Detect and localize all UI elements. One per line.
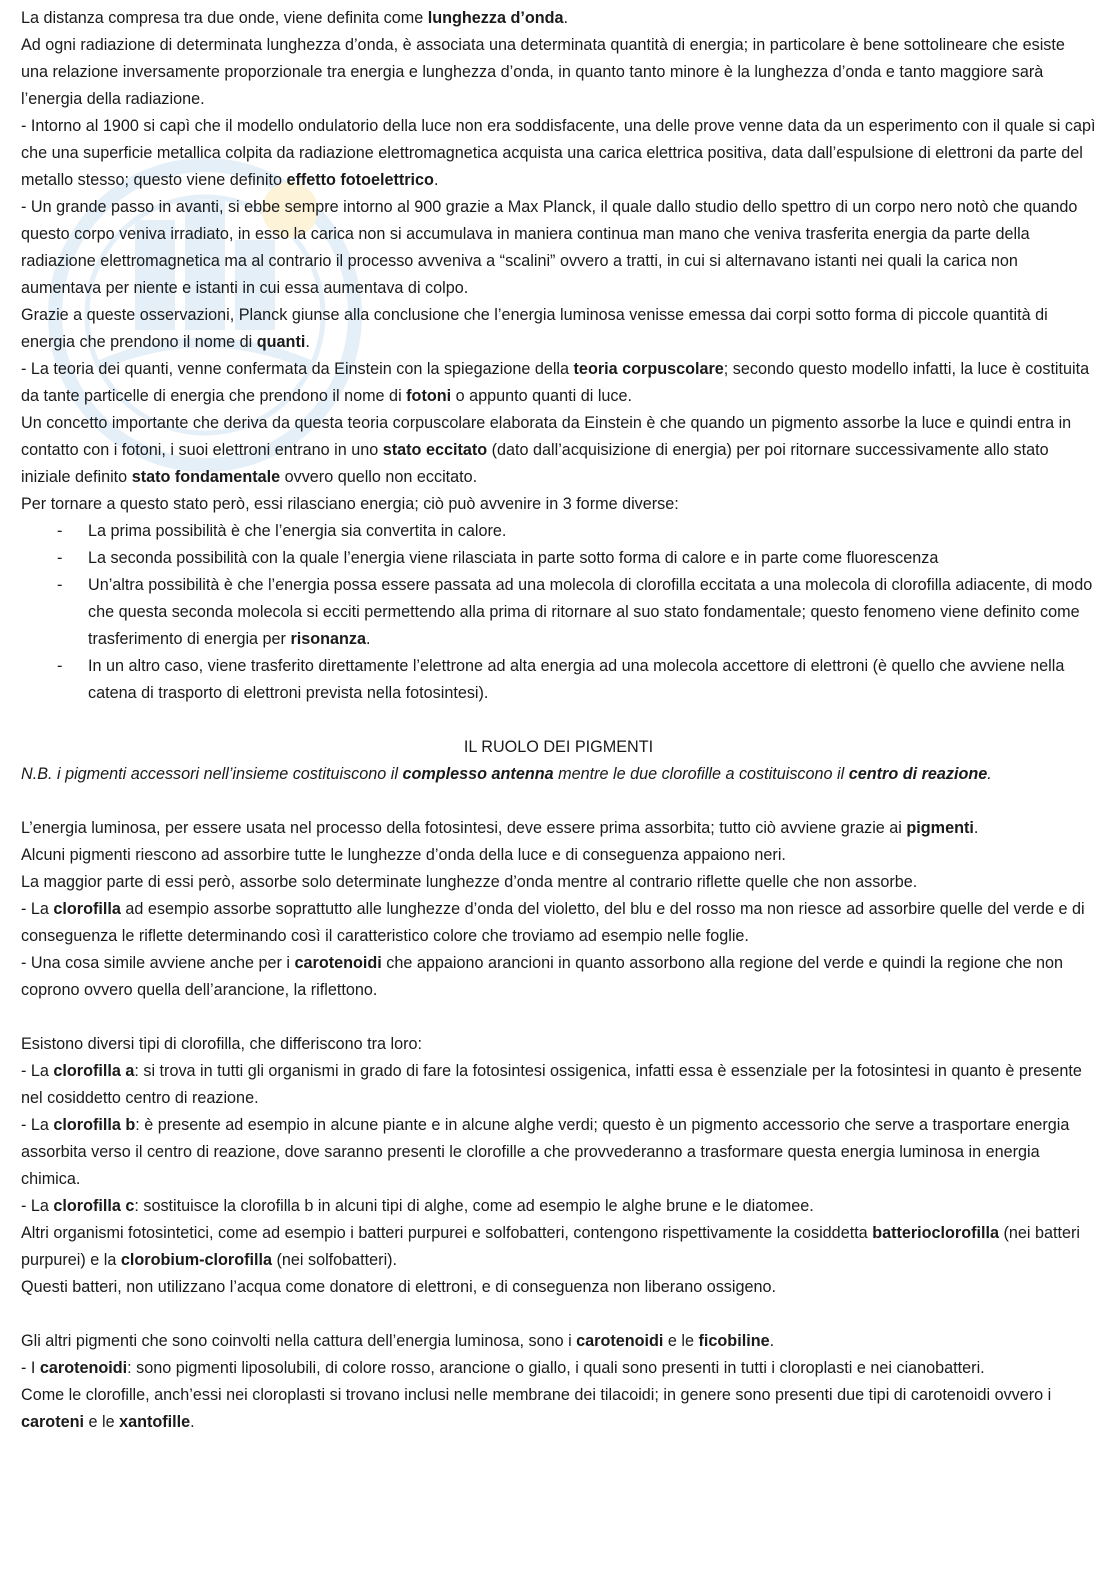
energy-release-list [21,518,1096,707]
term-caroteni: caroteni [21,1413,84,1431]
spacer [21,1004,1096,1031]
spacer [21,788,1096,815]
paragraph-no-oxygen: Questi batteri, non utilizzano l’acqua come donatore di elettroni, e di conseguenza non liberano ossigeno. [21,1278,777,1296]
note-paragraph: N.B. i pigmenti accessori nell’insieme costituiscono il complesso antenna mentre le due clorofille a costituiscono il centro di reazione. [21,765,992,783]
paragraph-chlorophyll-color: - La clorofilla ad esempio assorbe soprattutto alle lunghezze d’onda del violetto, del blu e del rosso ma non riesce ad assorbire quelle del verde e di conseguenza le riflette determinando così il caratteristico colore che troviamo ad esempio nelle foglie. [21,900,1085,945]
paragraph-quanti: Grazie a queste osservazioni, Planck giunse alla conclusione che l’energia luminosa venisse emessa dai corpi sotto forma di piccole quantità di energia che prendono il nome di quanti. [21,306,1048,351]
paragraph-bacteria-chlorophyll: Altri organismi fotosintetici, come ad esempio i batteri purpurei e solfobatteri, contengono rispettivamente la cosiddetta batterioclorofilla (nei batteri purpurei) e la clorobium-clorofilla (nei solfobatteri). [21,1224,1080,1269]
term-xantofille: xantofille [119,1413,191,1431]
term-clorofilla-b: clorofilla b [53,1116,136,1134]
paragraph-pigments-intro: L’energia luminosa, per essere usata nel processo della fotosintesi, deve essere prima assorbita; tutto ciò avviene grazie ai pigmenti. [21,819,979,837]
term-clorofilla-c: clorofilla c [53,1197,135,1215]
paragraph-chlorophyll-types: Esistono diversi tipi di clorofilla, che differiscono tra loro: [21,1035,422,1053]
paragraph-photoelectric: - Intorno al 1900 si capì che il modello ondulatorio della luce non era soddisfacente, una delle prove venne data da un esperimento con il quale si capì che una superficie metallica colpita da radiazione elettromagnetica acquista una carica elettrica positiva, data dall’espulsione di elettroni da parte del metallo stesso; questo viene definito effetto fotoelettrico. [21,117,1096,189]
paragraph-chlorophyll-b: - La clorofilla b: è presente ad esempio in alcune piante e in alcune alghe verdi; questo è un pigmento accessorio che serve a trasportare energia assorbita verso il centro di reazione, dove saranno presenti le clorofille a che provvederanno a trasformare questa energia luminosa in energia chimica. [21,1116,1070,1188]
term-effetto-fotoelettrico: effetto fotoelettrico [286,171,434,189]
term-carotenoidi: carotenoidi [39,1359,128,1377]
term-batterioclorofilla: batterioclorofilla [872,1224,1000,1242]
term-teoria-corpuscolare: teoria corpuscolare [573,360,724,378]
term-centro-di-reazione: centro di reazione [848,765,988,783]
paragraph-planck: - Un grande passo in avanti, si ebbe sempre intorno al 900 grazie a Max Planck, il quale dallo studio dello spettro di un corpo nero notò che quando questo corpo veniva irradiato, in esso la carica non si accumulava in maniera continua man mano che veniva trasferita energia da parte della radiazione elettromagnetica ma al contrario il processo avveniva a “scalini” ovvero a tratti, in cui si alternavano istanti nei quali la carica non aumentava per niente e istanti in cui essa aumentava di colpo. [21,198,1078,297]
paragraph-chlorophyll-c: - La clorofilla c: sostituisce la clorofilla b in alcuni tipi di alghe, come ad esempio le alghe brune e le diatomee. [21,1197,814,1215]
paragraph-carotenoid-types: Come le clorofille, anch’essi nei cloroplasti si trovano inclusi nelle membrane dei tilacoidi; in genere sono presenti due tipi di carotenoidi ovvero i caroteni e le xantofille. [21,1386,1052,1431]
term-pigmenti: pigmenti [906,819,974,837]
term-clorofilla-a: clorofilla a [53,1062,135,1080]
paragraph-excited-state: Un concetto importante che deriva da questa teoria corpuscolare elaborata da Einstein è che quando un pigmento assorbe la luce e quindi entra in contatto con i fotoni, i suoi elettroni entrano in uno stato eccitato (dato dall’acquisizione di energia) per poi ritornare successivamente allo stato iniziale definito stato fondamentale ovvero quello non eccitato. [21,414,1072,486]
paragraph-black-pigments: Alcuni pigmenti riescono ad assorbire tutte le lunghezze d’onda della luce e di conseguenza appaiono neri. [21,846,786,864]
spacer [21,1301,1096,1328]
paragraph-selective-absorption: La maggior parte di essi però, assorbe solo determinate lunghezze d’onda mentre al contrario riflette quelle che non assorbe. [21,873,918,891]
paragraph-energy-relation: Ad ogni radiazione di determinata lunghezza d’onda, è associata una determinata quantità di energia; in particolare è bene sottolineare che esiste una relazione inversamente proporzionale tra energia e lunghezza d’onda, in quanto tanto minore è la lunghezza d’onda e tanto maggiore sarà l’energia della radiazione. [21,36,1065,108]
list-item: - La seconda possibilità con la quale l’energia viene rilasciata in parte sotto forma di calore e in parte come fluorescenza [21,545,1096,572]
document-page [21,5,1096,1436]
term-fotoni: fotoni [406,387,452,405]
term-complesso-antenna: complesso antenna [402,765,554,783]
term-quanti: quanti [256,333,306,351]
term-stato-eccitato: stato eccitato [382,441,488,459]
section-title: IL RUOLO DEI PIGMENTI [463,738,654,756]
term-ficobiline: ficobiline [698,1332,770,1350]
paragraph-wavelength: La distanza compresa tra due onde, viene definita come lunghezza d’onda. [21,9,569,27]
term-stato-fondamentale: stato fondamentale [131,468,281,486]
list-item: - Un’altra possibilità è che l’energia possa essere passata ad una molecola di clorofilla eccitata a una molecola di clorofilla adiacente, di modo che questa seconda molecola si ecciti permettendo alla prima di ritornare al suo stato fondamentale; questo fenomeno viene definito come trasferimento di energia per risonanza. [21,572,1096,653]
term-clorobium-clorofilla: clorobium-clorofilla [120,1251,272,1269]
paragraph-release-intro: Per tornare a questo stato però, essi rilasciano energia; ciò può avvenire in 3 forme diverse: [21,495,679,513]
paragraph-einstein: - La teoria dei quanti, venne confermata da Einstein con la spiegazione della teoria corpuscolare; secondo questo modello infatti, la luce è costituita da tante particelle di energia che prendono il nome di fotoni o appunto quanti di luce. [21,360,1090,405]
paragraph-carotenoids-def: - I carotenoidi: sono pigmenti liposolubili, di colore rosso, arancione o giallo, i quali sono presenti in tutti i cloroplasti e nei cianobatteri. [21,1359,985,1377]
term-risonanza: risonanza [290,630,367,648]
term-clorofilla: clorofilla [53,900,121,918]
list-item: - In un altro caso, viene trasferito direttamente l’elettrone ad alta energia ad una molecola accettore di elettroni (è quello che avviene nella catena di trasporto di elettroni prevista nella fotosintesi). [21,653,1096,707]
paragraph-chlorophyll-a: - La clorofilla a: si trova in tutti gli organismi in grado di fare la fotosintesi ossigenica, infatti essa è essenziale per la fotosintesi in quanto è presente nel cosiddetto centro di reazione. [21,1062,1082,1107]
paragraph-carotenoid-color: - Una cosa simile avviene anche per i carotenoidi che appaiono arancioni in quanto assorbono alla regione del verde e quindi la regione che non coprono ovvero quella dell’arancione, la riflettono. [21,954,1064,999]
term-carotenoidi: carotenoidi [294,954,382,972]
paragraph-other-pigments: Gli altri pigmenti che sono coinvolti nella cattura dell’energia luminosa, sono i carotenoidi e le ficobiline. [21,1332,775,1350]
term-carotenoidi: carotenoidi [576,1332,664,1350]
term-lunghezza-onda: lunghezza d’onda [427,9,564,27]
list-item: - La prima possibilità è che l’energia sia convertita in calore. [21,518,1096,545]
